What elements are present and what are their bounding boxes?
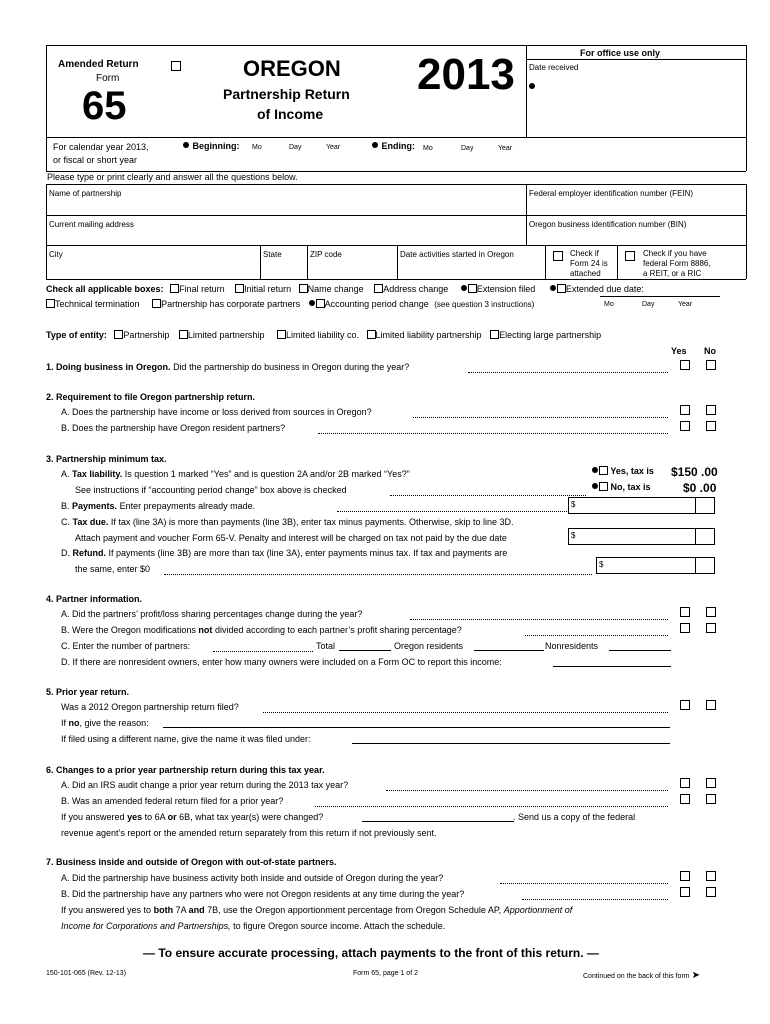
amended-return-label: Amended Return xyxy=(58,59,139,70)
entity-llc-checkbox[interactable] xyxy=(277,330,286,339)
zip-field-label: ZIP code xyxy=(310,250,342,259)
q2b-yes-checkbox[interactable] xyxy=(680,421,690,431)
q7b-no-checkbox[interactable] xyxy=(706,887,716,897)
q3c-amount-field[interactable]: $ xyxy=(568,528,696,545)
q3b-amount-field[interactable]: $ xyxy=(568,497,696,514)
address-change-checkbox[interactable] xyxy=(374,284,383,293)
q1-no-checkbox[interactable] xyxy=(706,360,716,370)
q4-title: 4. Partner information. xyxy=(46,594,143,604)
q3c-cents-field[interactable] xyxy=(695,528,715,545)
end-year: Year xyxy=(498,145,513,152)
q3-title: 3. Partnership minimum tax. xyxy=(46,454,167,464)
q5-reason-label: If no, give the reason: xyxy=(61,718,149,728)
q3b-cents-field[interactable] xyxy=(695,497,715,514)
q6b-no-checkbox[interactable] xyxy=(706,794,716,804)
ending-label: Ending: xyxy=(372,141,415,151)
ext-day: Day xyxy=(642,301,655,308)
q2a-yes-checkbox[interactable] xyxy=(680,405,690,415)
q6b-yes-checkbox[interactable] xyxy=(680,794,690,804)
q6-title: 6. Changes to a prior year partnership return during this tax year. xyxy=(46,765,325,775)
q7a-no-checkbox[interactable] xyxy=(706,871,716,881)
entity-lp-checkbox[interactable] xyxy=(179,330,188,339)
form24-label: Check if Form 24 is attached xyxy=(570,249,608,278)
q4a-yes-checkbox[interactable] xyxy=(680,607,690,617)
date-received-label: Date received xyxy=(529,63,579,72)
q1-text: 1. Doing business in Oregon. Did the partnership do business in Oregon during the year? xyxy=(46,362,410,372)
entity-elp-checkbox[interactable] xyxy=(490,330,499,339)
end-day: Day xyxy=(461,145,474,152)
form-number: 65 xyxy=(82,84,127,128)
arrow-right-icon: ➤ xyxy=(691,970,700,981)
form-label: Form xyxy=(96,73,120,84)
fein-field-label: Federal employer identification number (FEIN) xyxy=(529,189,694,198)
form-code: 150-101-065 (Rev. 12-13) xyxy=(46,970,127,977)
begin-day: Day xyxy=(289,144,302,151)
address-field-label: Current mailing address xyxy=(49,220,134,229)
q7a-yes-checkbox[interactable] xyxy=(680,871,690,881)
footer-banner: — To ensure accurate processing, attach payments to the front of this return. — xyxy=(143,946,599,960)
state-field-label: State xyxy=(263,250,282,259)
q6b-text: B. Was an amended federal return filed for a prior year? xyxy=(61,796,284,806)
no-header: No xyxy=(704,346,716,356)
beginning-label: Beginning: xyxy=(183,141,240,151)
q4c-text: C. Enter the number of partners: xyxy=(61,641,191,651)
form24-checkbox[interactable] xyxy=(553,251,563,261)
name-change-checkbox[interactable] xyxy=(299,284,308,293)
name-field-label: Name of partnership xyxy=(49,189,122,198)
q3a-yes-checkbox[interactable] xyxy=(599,466,608,475)
continued-note: Continued on the back of this form ➤ xyxy=(583,970,700,981)
calendar-year-line2: or fiscal or short year xyxy=(53,155,138,165)
q3b-text: B. Payments. Enter prepayments already made. xyxy=(61,501,256,511)
q2b-text: B. Does the partnership have Oregon resident partners? xyxy=(61,423,286,433)
q7-title: 7. Business inside and outside of Oregon with out-of-state partners. xyxy=(46,857,337,867)
corporate-partners-checkbox[interactable] xyxy=(152,299,161,308)
q3a-text: A. Tax liability. Is question 1 marked “Yes” and is question 2A and/or 2B marked “Yes?” xyxy=(61,469,410,479)
begin-year: Year xyxy=(326,144,341,151)
instruction-text: Please type or print clearly and answer all the questions below. xyxy=(47,172,298,182)
amended-return-checkbox[interactable] xyxy=(171,61,181,71)
accounting-change-checkbox[interactable] xyxy=(316,299,325,308)
form8886-checkbox[interactable] xyxy=(625,251,635,261)
q4b-text: B. Were the Oregon modifications not divided according to each partner’s profit sharing percentage? xyxy=(61,625,462,635)
q7b-text: B. Did the partnership have any partners who were not Oregon residents at any time during the year? xyxy=(61,889,465,899)
entity-row: Type of entity: Partnership Limited partnership Limited liability co. Limited liability partnership Electing large partnership xyxy=(46,330,602,340)
yes-header: Yes xyxy=(671,346,687,356)
technical-termination-checkbox[interactable] xyxy=(46,299,55,308)
q6a-text: A. Did an IRS audit change a prior year return during the 2013 tax year? xyxy=(61,780,349,790)
form-title-line2: of Income xyxy=(257,106,324,122)
final-return-checkbox[interactable] xyxy=(170,284,179,293)
extended-due-checkbox[interactable] xyxy=(557,284,566,293)
q5-yes-checkbox[interactable] xyxy=(680,700,690,710)
entity-partnership-checkbox[interactable] xyxy=(114,330,123,339)
q4c-nonres-label: Nonresidents xyxy=(545,641,599,651)
initial-return-checkbox[interactable] xyxy=(235,284,244,293)
end-mo: Mo xyxy=(423,145,433,152)
office-use-label: For office use only xyxy=(580,48,661,58)
extension-filed-checkbox[interactable] xyxy=(468,284,477,293)
date-started-label: Date activities started in Oregon xyxy=(400,250,514,259)
q2a-text: A. Does the partnership have income or loss derived from sources in Oregon? xyxy=(61,407,372,417)
form8886-label: Check if you have federal Form 8886, a REIT, or a RIC xyxy=(643,249,711,278)
q4c-oregon-label: Oregon residents xyxy=(394,641,464,651)
q5-no-checkbox[interactable] xyxy=(706,700,716,710)
q4b-no-checkbox[interactable] xyxy=(706,623,716,633)
begin-mo: Mo xyxy=(252,144,262,151)
q6a-yes-checkbox[interactable] xyxy=(680,778,690,788)
q6a-no-checkbox[interactable] xyxy=(706,778,716,788)
ext-mo: Mo xyxy=(604,301,614,308)
q4c-total-label: Total xyxy=(316,641,336,651)
q5-diff-name-label: If filed using a different name, give the name it was filed under: xyxy=(61,734,311,744)
q3a-yes-amount: $150 .00 xyxy=(671,465,718,479)
applicable-row1: Check all applicable boxes: Final return Initial return Name change Address change Extension filed Extended due date: xyxy=(46,284,644,294)
q2b-no-checkbox[interactable] xyxy=(706,421,716,431)
q3a-no-checkbox[interactable] xyxy=(599,482,608,491)
state-title: OREGON xyxy=(243,56,341,81)
entity-llp-checkbox[interactable] xyxy=(367,330,376,339)
calendar-year-line1: For calendar year 2013, xyxy=(53,142,149,152)
bin-field-label: Oregon business identification number (BIN) xyxy=(529,220,687,229)
q6c-text: If you answered yes to 6A or 6B, what tax year(s) were changed? xyxy=(61,812,324,822)
form-title-line1: Partnership Return xyxy=(223,86,350,102)
q3d-amount-field[interactable]: $ xyxy=(596,557,696,574)
q3c-text: C. Tax due. If tax (line 3A) is more than payments (line 3B), enter tax minus payments. Otherwise, skip to line 3D. xyxy=(61,517,514,527)
q6c-line2: revenue agent’s report or the amended return separately from this return if not previously sent. xyxy=(61,828,437,838)
q7c-line2: Income for Corporations and Partnerships, to figure Oregon source income. Attach the schedule. xyxy=(61,921,446,931)
q4a-no-checkbox[interactable] xyxy=(706,607,716,617)
q2a-no-checkbox[interactable] xyxy=(706,405,716,415)
ext-year: Year xyxy=(678,301,693,308)
q3a-yes-option: Yes, tax is xyxy=(592,466,654,476)
q3a-no-option: No, tax is xyxy=(592,482,651,492)
q5-title: 5. Prior year return. xyxy=(46,687,130,697)
q3d-cents-field[interactable] xyxy=(695,557,715,574)
applicable-row2: Technical termination Partnership has corporate partners Accounting period change (see question 3 instructions) xyxy=(46,299,534,309)
tax-year: 2013 xyxy=(417,50,515,99)
q5-text: Was a 2012 Oregon partnership return filed? xyxy=(61,702,239,712)
page-number: Form 65, page 1 of 2 xyxy=(353,970,418,977)
q4d-text: D. If there are nonresident owners, enter how many owners were included on a Form OC to report this income: xyxy=(61,657,502,667)
q4a-text: A. Did the partners’ profit/loss sharing percentages change during the year? xyxy=(61,609,363,619)
q3d-text: D. Refund. If payments (line 3B) are more than tax (line 3A), enter payments minus tax. If tax and payments are xyxy=(61,548,508,558)
q2-title: 2. Requirement to file Oregon partnership return. xyxy=(46,392,256,402)
q3d-line2: the same, enter $0 xyxy=(75,564,151,574)
q4b-yes-checkbox[interactable] xyxy=(680,623,690,633)
q7c-text: If you answered yes to both 7A and 7B, use the Oregon apportionment percentage from Oregon Schedule AP, Apportionment of xyxy=(61,905,573,915)
q6c-send-text: . Send us a copy of the federal xyxy=(513,812,636,822)
q3a-line2: See instructions if “accounting period change” box above is checked xyxy=(75,485,347,495)
city-field-label: City xyxy=(49,250,63,259)
q7b-yes-checkbox[interactable] xyxy=(680,887,690,897)
q3c-line2: Attach payment and voucher Form 65-V. Penalty and interest will be charged on tax not paid by the due date xyxy=(75,533,507,543)
q1-yes-checkbox[interactable] xyxy=(680,360,690,370)
q7a-text: A. Did the partnership have business activity both inside and outside of Oregon during the year? xyxy=(61,873,444,883)
date-received-bullet xyxy=(529,77,536,95)
q3a-no-amount: $0 .00 xyxy=(683,481,717,495)
